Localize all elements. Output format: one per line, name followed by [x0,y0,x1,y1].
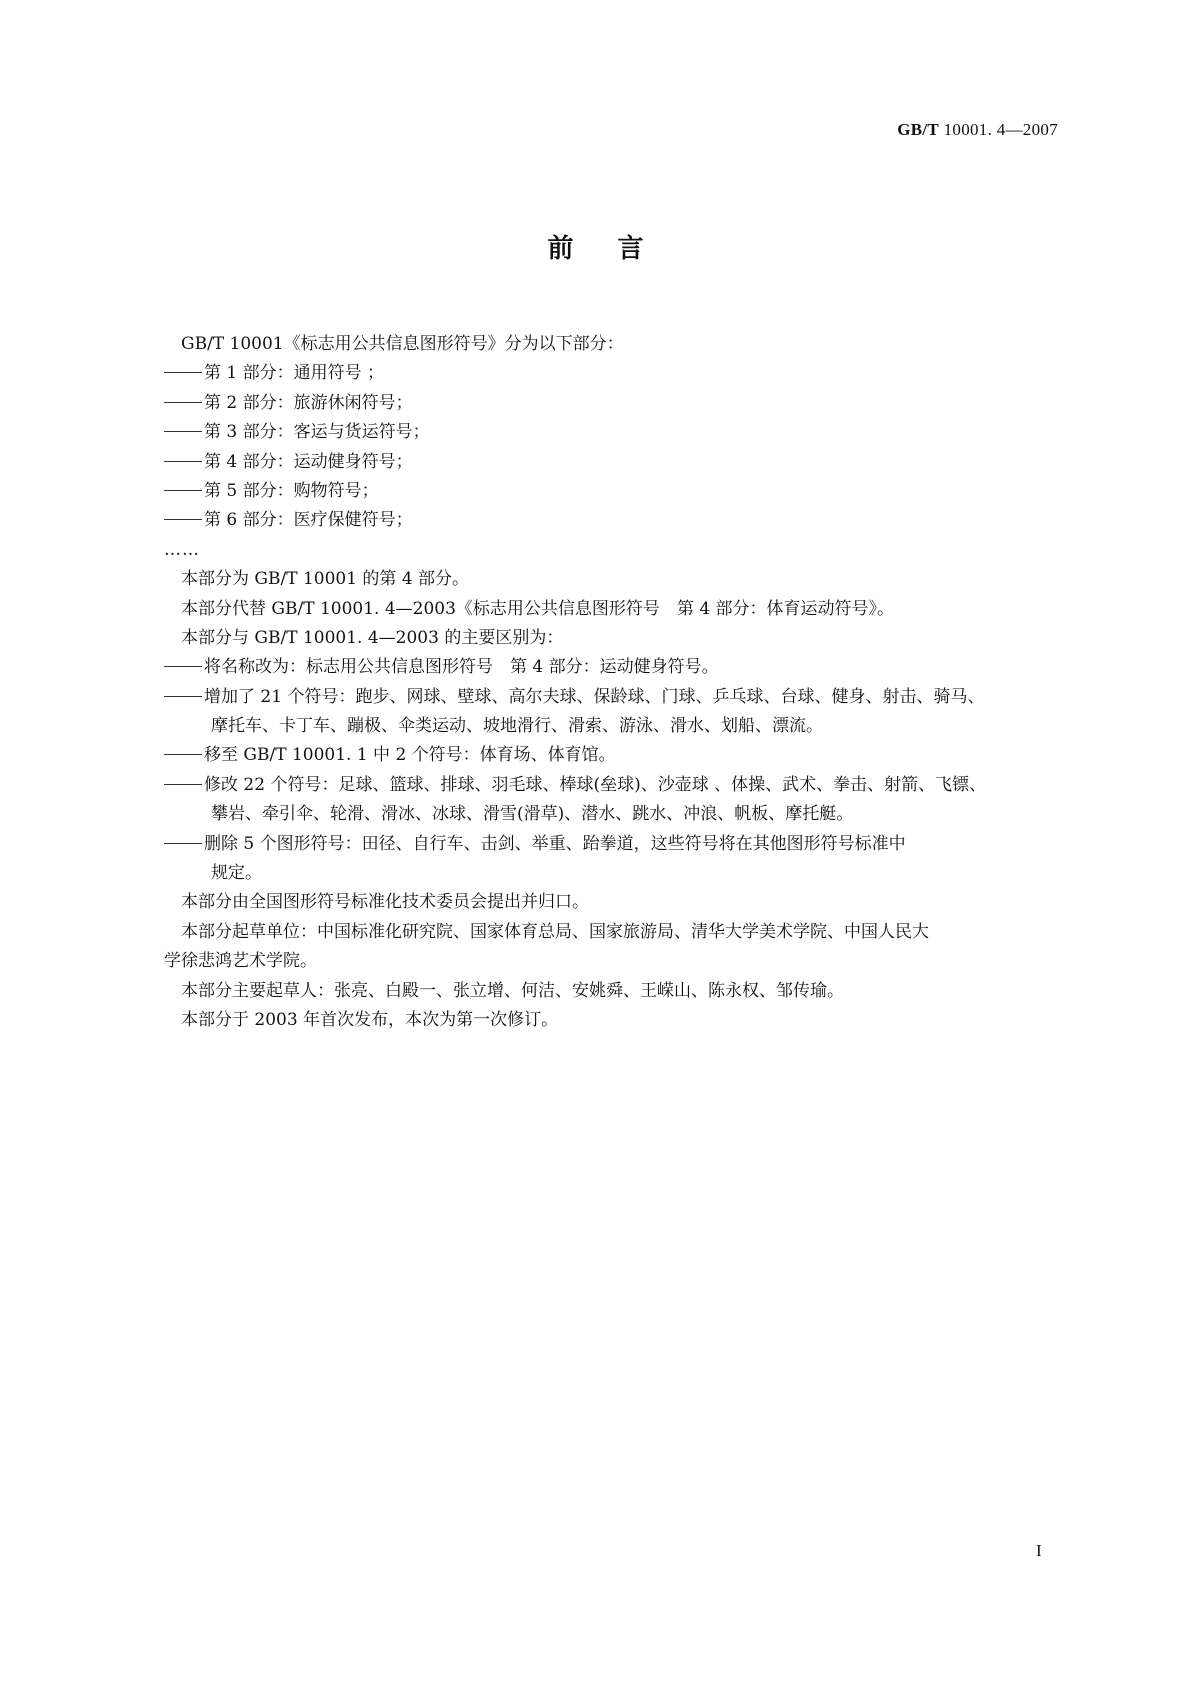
em-dash-bullet [164,372,202,373]
part-item-text: 第 5 部分：购物符号； [204,480,379,501]
difference-item [164,683,1064,712]
drafting-units-paragraph: 本部分起草单位：中国标准化研究院、国家体育总局、国家旅游局、清华大学美术学院、中国人民大 [181,921,929,942]
page-title: 前言 [547,234,688,264]
list-ellipsis: …… [164,539,200,560]
difference-text: 修改 22 个符号：足球、篮球、排球、羽毛球、棒球(垒球)、沙壶球 、体操、武术、拳击、射箭、飞镖、 [204,774,987,795]
em-dash-bullet [164,490,202,491]
difference-item [164,830,1064,859]
difference-continuation: 攀岩、牵引伞、轮滑、滑冰、冰球、滑雪(滑草)、潜水、跳水、冲浪、帆板、摩托艇。 [211,804,854,825]
difference-continuation: 规定。 [211,863,262,884]
difference-item [164,741,1064,770]
foreword-body [164,330,1064,1035]
difference-text: 删除 5 个图形符号：田径、自行车、击剑、举重、跆拳道，这些符号将在其他图形符号标准中 [204,833,906,854]
difference-item [164,771,1064,800]
em-dash-bullet [164,461,202,462]
drafters-paragraph: 本部分主要起草人：张亮、白殿一、张立增、何洁、安姚舜、王嵘山、陈永权、邹传瑜。 [181,980,844,1001]
part-list-item [164,448,1064,477]
part-list-item [164,389,1064,418]
em-dash-bullet [164,519,202,520]
part-list-item [164,359,1064,388]
standard-prefix: GB/T [897,120,940,139]
intro-paragraph: GB/T 10001《标志用公共信息图形符号》分为以下部分： [181,334,624,354]
part-list-item [164,418,1064,447]
difference-text: 移至 GB/T 10001. 1 中 2 个符号：体育场、体育馆。 [204,745,616,766]
difference-text: 将名称改为：标志用公共信息图形符号 第 4 部分：运动健身符号。 [204,657,719,678]
history-paragraph: 本部分于 2003 年首次发布，本次为第一次修订。 [181,1009,559,1030]
em-dash-bullet [164,843,202,844]
proposed-by-paragraph: 本部分由全国图形符号标准化技术委员会提出并归口。 [181,892,589,913]
difference-item [164,653,1064,682]
drafting-units-continuation: 学徐悲鸿艺术学院。 [164,951,317,972]
differences-intro: 本部分与 GB/T 10001. 4—2003 的主要区别为： [181,627,564,648]
em-dash-bullet [164,666,202,667]
standard-code-header [897,120,1058,140]
replaces-paragraph: 本部分代替 GB/T 10001. 4—2003《标志用公共信息图形符号 第 4 部分：体育运动符号》。 [181,598,895,619]
part-item-text: 第 4 部分：运动健身符号； [204,451,413,472]
part-item-text: 第 2 部分：旅游休闲符号； [204,392,413,413]
page-number: I [1036,1541,1042,1560]
part-item-text: 第 1 部分：通用符号 ； [204,363,385,384]
difference-continuation: 摩托车、卡丁车、蹦极、伞类运动、坡地滑行、滑索、游泳、滑水、划船、漂流。 [211,716,823,737]
em-dash-bullet [164,784,202,785]
em-dash-bullet [164,431,202,432]
part-list-item [164,477,1064,506]
this-part-paragraph: 本部分为 GB/T 10001 的第 4 部分。 [181,569,470,590]
em-dash-bullet [164,696,202,697]
em-dash-bullet [164,754,202,755]
part-item-text: 第 3 部分：客运与货运符号； [204,422,430,443]
em-dash-bullet [164,402,202,403]
difference-text: 增加了 21 个符号：跑步、网球、壁球、高尔夫球、保龄球、门球、乒乓球、台球、健身、射击、骑马、 [204,686,985,707]
part-item-text: 第 6 部分：医疗保健符号； [204,510,413,531]
standard-number: 10001. 4—2007 [943,120,1058,139]
part-list-item [164,506,1064,535]
